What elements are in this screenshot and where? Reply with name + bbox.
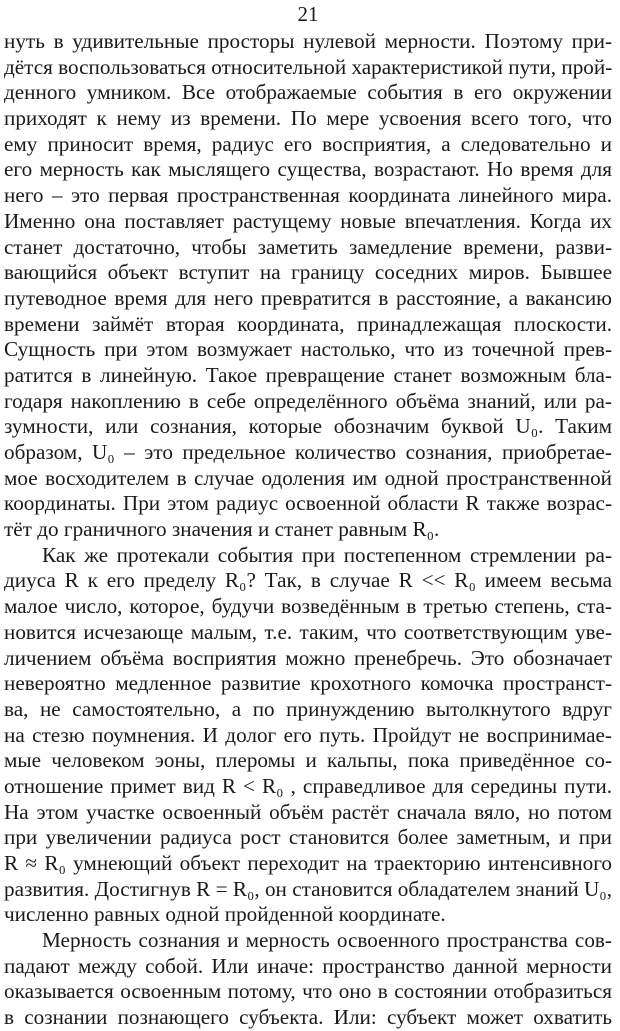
- text-line: него – это первая пространственная координата линейного мира.: [4, 183, 612, 208]
- text-line: новится исчезающе малым, т.е. таким, что соответствующим уве-: [4, 619, 612, 644]
- text-line: развития. Достигнув R = R₀, он становится обладателем знаний U₀,: [4, 876, 612, 901]
- text-line: оказывается освоенным потому, что оно в состоянии отобразиться: [4, 979, 612, 1004]
- text-line: R ≈ R₀ умнеющий объект переходит на траекторию интенсивного: [4, 851, 612, 875]
- text-line: Сущность при этом возмужает настолько, что из точечной прев-: [4, 337, 612, 362]
- text-line: его мерность как мыслящего существа, возрастают. Но время для: [4, 157, 612, 182]
- text-line: личением объёма восприятия можно пренебречь. Это обозначает: [4, 645, 612, 670]
- text-line: ему приносит время, радиус его восприятия, а следовательно и: [4, 131, 612, 156]
- text-line: на стезю поумнения. И долог его путь. Пройдут не воспринимае-: [4, 722, 612, 747]
- text-line: вающийся объект вступит на границу соседних миров. Бывшее: [4, 260, 612, 285]
- paragraph: [4, 928, 612, 1031]
- paragraph: [4, 29, 612, 543]
- text-line: денного умником. Все отображаемые события в его окружении: [4, 80, 612, 105]
- page-text: [4, 29, 612, 1031]
- text-line: образом, U₀ – это предельное количество сознания, приобретае-: [4, 440, 612, 464]
- text-line: падают между собой. Или иначе: пространство данной мерности: [4, 953, 612, 978]
- text-line: тёт до граничного значения и станет равным R₀.: [4, 517, 440, 542]
- text-line: отношение примет вид R < R₀ , справедливое для середины пути.: [4, 773, 612, 798]
- text-line: времени займёт вторая координата, принадлежащая плоскости.: [4, 311, 612, 336]
- text-line: в сознании познающего субъекта. Или: субъект может охватить: [4, 1005, 612, 1030]
- text-line: малое число, которое, будучи возведённым в третью степень, ста-: [4, 594, 612, 619]
- text-line: На этом участке освоенный объём растёт сначала вяло, но потом: [4, 799, 612, 824]
- text-line: дётся воспользоваться относительной характеристикой пути, прой-: [4, 54, 613, 79]
- text-line: ва, не самостоятельно, а по принуждению вытолкнутого вдруг: [4, 696, 612, 721]
- text-line: диуса R к его пределу R₀? Так, в случае R << R₀ имеем весьма: [4, 568, 612, 593]
- text-line: Именно она поставляет растущему новые впечатления. Когда их: [4, 208, 612, 233]
- text-line: ратится в линейную. Такое превращение станет возможным бла-: [4, 362, 612, 387]
- text-line: Мерность сознания и мерность освоенного пространства сов-: [42, 928, 612, 953]
- text-line: зумности, или сознания, которые обозначим буквой U₀. Таким: [4, 414, 612, 439]
- text-line: годаря накоплению в себе определённого объёма знаний, или ра-: [4, 388, 612, 413]
- text-line: нуть в удивительные просторы нулевой мерности. Поэтому при-: [4, 29, 612, 53]
- text-line: невероятно медленное развитие крохотного комочка пространст-: [4, 671, 612, 696]
- text-line: при увеличении радиуса рост становится более заметным, и при: [4, 825, 612, 850]
- text-line: мые человеком эоны, плеромы и кальпы, пока приведённое со-: [4, 748, 612, 773]
- paragraph: [4, 543, 612, 928]
- text-line: путеводное время для него превратится в расстояние, а вакансию: [4, 285, 612, 310]
- text-line: станет достаточно, чтобы заметить замедление времени, разви-: [4, 234, 612, 259]
- text-line: численно равных одной пройденной координате.: [4, 902, 446, 927]
- page-number: 21: [297, 2, 319, 26]
- text-line: приходят к нему из времени. По мере усвоения всего того, что: [4, 106, 612, 131]
- text-line: координаты. При этом радиус освоенной области R также возрас-: [4, 491, 612, 516]
- text-line: Как же протекали события при постепенном стремлении ра-: [42, 542, 612, 567]
- text-line: мое восходителем в случае одоления им одной пространственной: [4, 465, 612, 490]
